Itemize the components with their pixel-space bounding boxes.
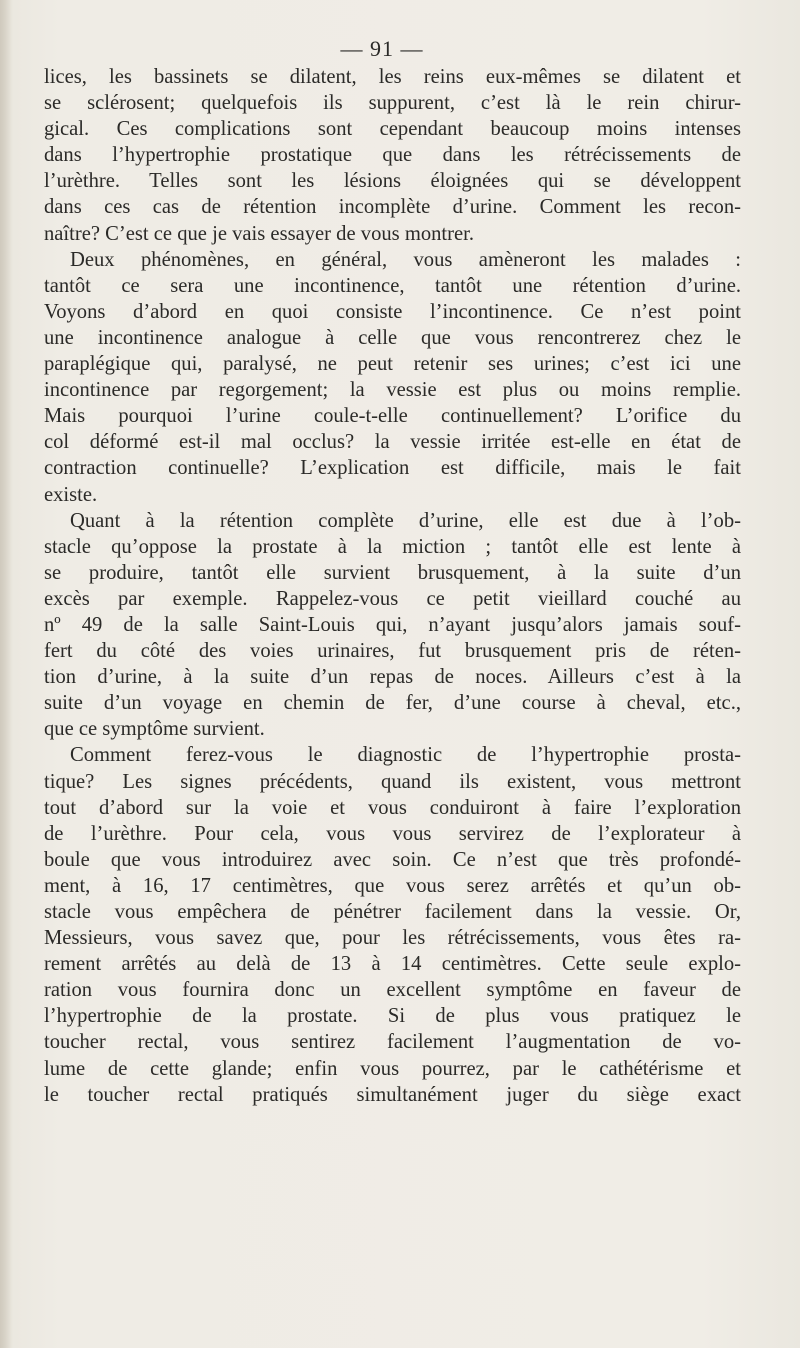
paragraph <box>44 64 741 247</box>
text-line: rement arrêtés au delà de 13 à 14 centimètres. Cette seule explo- <box>44 953 741 976</box>
body-text <box>44 64 741 1108</box>
text-line: se produire, tantôt elle survient brusquement, à la suite d’un <box>44 561 741 584</box>
paragraph <box>44 742 741 1107</box>
text-line: ment, à 16, 17 centimètres, que vous serez arrêtés et qu’un ob- <box>44 874 741 897</box>
text-line: une incontinence analogue à celle que vous rencontrerez chez le <box>44 326 741 349</box>
text-line: lume de cette glande; enfin vous pourrez, par le cathétérisme et <box>44 1057 741 1080</box>
text-line: le toucher rectal pratiqués simultanément juger du siège exact <box>44 1083 741 1106</box>
text-line: excès par exemple. Rappelez-vous ce petit vieillard couché au <box>44 587 741 610</box>
text-line: Messieurs, vous savez que, pour les rétrécissements, vous êtes ra- <box>44 927 741 950</box>
text-line: toucher rectal, vous sentirez facilement l’augmentation de vo- <box>44 1031 741 1054</box>
text-line: col déformé est-il mal occlus? la vessie irritée est-elle en état de <box>44 431 741 454</box>
text-line: contraction continuelle? L’explication est difficile, mais le fait <box>44 457 741 480</box>
text-line: tout d’abord sur la voie et vous conduiront à faire l’exploration <box>44 796 741 819</box>
text-line: nº 49 de la salle Saint-Louis qui, n’ayant jusqu’alors jamais souf- <box>44 613 741 636</box>
text-line: tantôt ce sera une incontinence, tantôt une rétention d’urine. <box>44 274 741 297</box>
text-line: que ce symptôme survient. <box>44 718 265 741</box>
text-line: Quant à la rétention complète d’urine, elle est due à l’ob- <box>70 509 741 532</box>
text-line: suite d’un voyage en chemin de fer, d’une course à cheval, etc., <box>44 692 741 715</box>
text-line: paraplégique qui, paralysé, ne peut retenir ses urines; c’est ici une <box>44 353 741 376</box>
text-line: tique? Les signes précédents, quand ils existent, vous mettront <box>44 770 741 793</box>
page-number: — 91 — <box>340 36 424 61</box>
text-line: fert du côté des voies urinaires, fut brusquement pris de réten- <box>44 640 741 663</box>
text-line: existe. <box>44 483 98 506</box>
text-line: stacle qu’oppose la prostate à la miction ; tantôt elle est lente à <box>44 535 741 558</box>
text-line: Comment ferez-vous le diagnostic de l’hypertrophie prosta- <box>70 744 741 767</box>
paragraph <box>44 247 741 508</box>
text-line: lices, les bassinets se dilatent, les reins eux-mêmes se dilatent et <box>44 66 741 88</box>
text-line: l’hypertrophie de la prostate. Si de plus vous pratiquez le <box>44 1005 741 1028</box>
text-line: Mais pourquoi l’urine coule-t-elle continuellement? L’orifice du <box>44 405 741 428</box>
text-line: incontinence par regorgement; la vessie est plus ou moins remplie. <box>44 379 741 402</box>
text-line: ration vous fournira donc un excellent symptôme en faveur de <box>44 979 741 1002</box>
text-line: boule que vous introduirez avec soin. Ce n’est que très profondé- <box>44 848 741 871</box>
text-line: Deux phénomènes, en général, vous amèneront les malades : <box>70 248 741 271</box>
text-line: dans l’hypertrophie prostatique que dans les rétrécissements de <box>44 144 741 167</box>
text-line: de l’urèthre. Pour cela, vous vous servirez de l’explorateur à <box>44 822 741 845</box>
page-edge-shadow <box>0 0 12 1348</box>
paragraph <box>44 508 741 743</box>
text-line: tion d’urine, à la suite d’un repas de noces. Ailleurs c’est à la <box>44 666 741 689</box>
text-line: dans ces cas de rétention incomplète d’urine. Comment les recon- <box>44 196 741 219</box>
text-line: naître? C’est ce que je vais essayer de vous montrer. <box>44 222 475 245</box>
text-line: Voyons d’abord en quoi consiste l’incontinence. Ce n’est point <box>44 300 741 323</box>
text-line: gical. Ces complications sont cependant beaucoup moins intenses <box>44 118 741 141</box>
text-line: l’urèthre. Telles sont les lésions éloignées qui se développent <box>44 170 741 193</box>
text-line: se sclérosent; quelquefois ils suppurent, c’est là le rein chirur- <box>44 92 741 115</box>
text-line: stacle vous empêchera de pénétrer facilement dans la vessie. Or, <box>44 901 741 923</box>
